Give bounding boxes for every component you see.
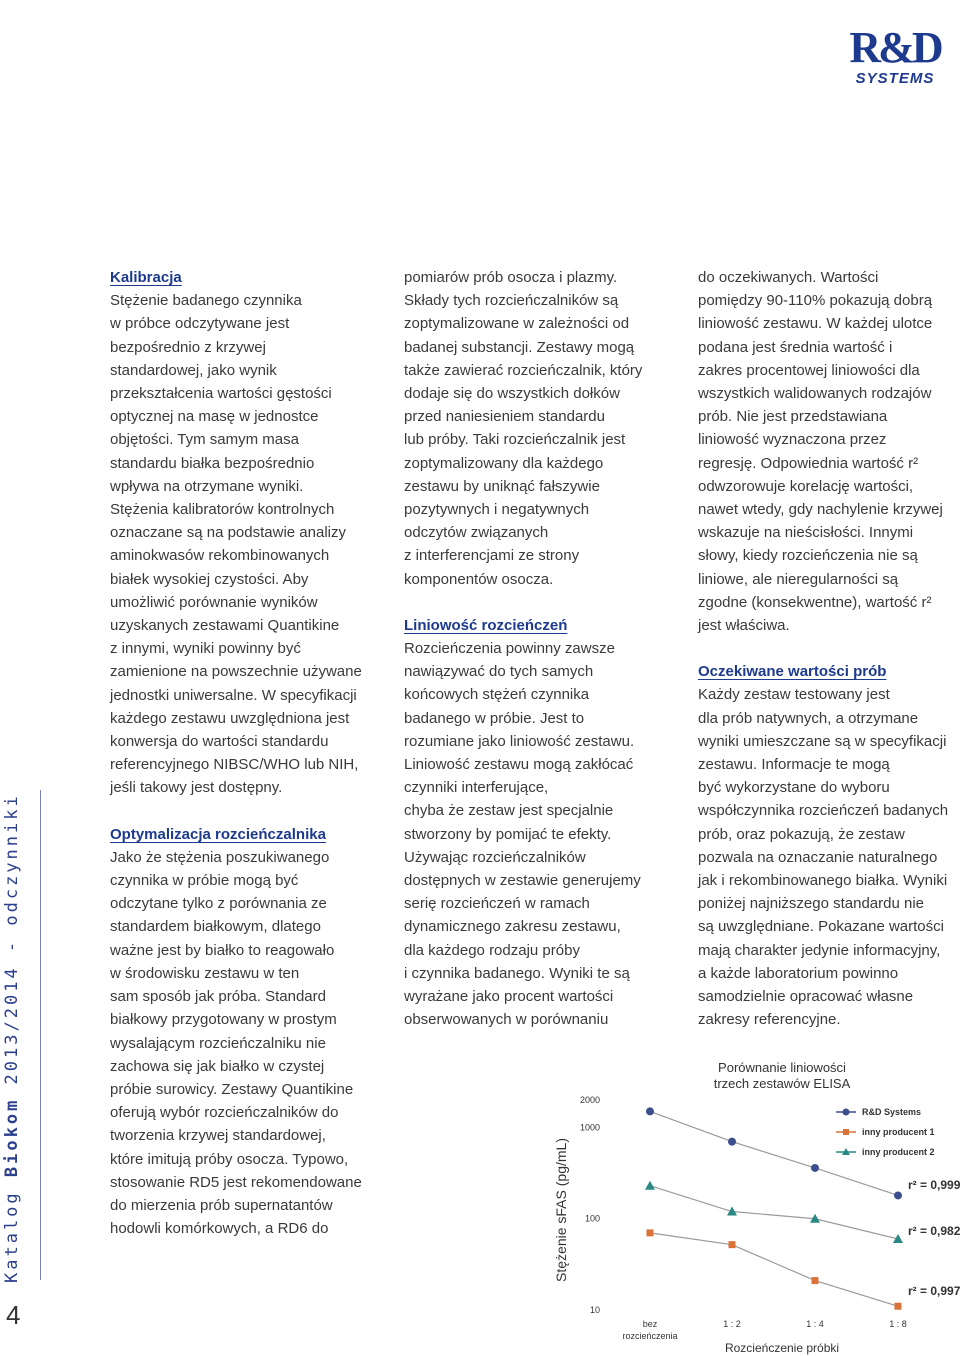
y-axis-label: Stężenie sFAS (pg/mL) <box>553 1138 569 1282</box>
text-line: białkowy przygotowany w prostym <box>110 1011 337 1029</box>
text-line: zoptymalizowane w zależności od <box>404 315 630 333</box>
legend-label: inny producent 1 <box>862 1127 935 1137</box>
paragraph-optymalizacja <box>110 846 386 1240</box>
text-line: prób, oraz pokazują, że zestaw <box>698 825 905 843</box>
text-line: przekształcenia wartości gęstości <box>110 385 332 403</box>
text-line: wyniki umieszczane są w specyfikacji <box>698 732 947 750</box>
text-line: serię rozcieńczeń w ramach <box>404 895 590 913</box>
legend-marker <box>843 1129 849 1135</box>
text-line: wysalającym rozcieńczalniku nie <box>110 1034 326 1052</box>
text-line: badanej substancji. Zestawy mogą <box>404 338 635 356</box>
x-axis-label: Rozcieńczenie próbki <box>724 1341 840 1355</box>
text-line: mają charakter jedynie informacyjny, <box>698 941 941 959</box>
chart-title-line: Porównanie liniowości <box>718 1060 846 1075</box>
data-point <box>729 1241 736 1248</box>
text-line: zgodne (konsekwentne), wartość r² <box>698 593 932 611</box>
data-point <box>812 1277 819 1284</box>
text-line: w próbce odczytywane jest <box>110 315 290 333</box>
text-line: zakres procentowej liniowości dla <box>698 361 920 379</box>
linearity-chart <box>540 1050 960 1356</box>
text-line: do oczekiwanych. Wartości <box>698 269 879 286</box>
y-tick-label: 100 <box>584 1213 600 1224</box>
heading-oczekiwane: Oczekiwane wartości prób <box>698 663 887 681</box>
text-line: zestawu by uniknąć fałszywie <box>404 477 600 495</box>
paragraph-oczekiwanych <box>698 266 960 637</box>
text-line: konwersja do wartości standardu <box>110 733 329 751</box>
chart-title-line: trzech zestawów ELISA <box>713 1076 851 1091</box>
r-squared-annotation: r² = 0,999 <box>908 1178 960 1192</box>
text-line: z interferencjami ze strony <box>404 547 580 565</box>
text-line: zamienione na powszechnie używane <box>110 663 362 681</box>
text-line: zoptymalizowany dla każdego <box>404 454 604 472</box>
text-line: i czynnika badanego. Wyniki te są <box>404 964 630 982</box>
text-line: słowy, kiedy rozcieńczenia nie są <box>698 547 918 565</box>
text-line: próbie surowicy. Zestawy Quantikine <box>110 1080 354 1098</box>
r-squared-annotation: r² = 0,982 <box>908 1224 960 1238</box>
series-line <box>650 1111 898 1195</box>
text-line: z innymi, wyniki powinny być <box>110 640 301 658</box>
text-line: końcowych stężeń czynnika <box>404 686 590 704</box>
rd-systems-logo <box>838 12 952 90</box>
column-1 <box>110 266 386 1240</box>
text-line: aminokwasów rekombinowanych <box>110 547 330 565</box>
logo-brand: R&D <box>849 23 941 72</box>
text-line: poniżej najniższego standardu nie <box>698 895 924 913</box>
text-line: odczytów związanych <box>404 524 549 542</box>
text-line: dostępnych w zestawie generujemy <box>404 872 641 890</box>
text-line: współczynnika rozcieńczeń badanych <box>698 802 949 820</box>
text-line: liniowość wyznaczona przez <box>698 431 887 449</box>
text-line: zakresy referencyjne. <box>698 1011 841 1029</box>
text-line: badanego w próbie. Jest to <box>404 709 585 727</box>
text-line: być wykorzystane do wyboru <box>698 779 890 797</box>
text-line: przed naniesieniem standardu <box>404 408 605 426</box>
y-tick-label: 2000 <box>579 1095 600 1105</box>
text-line: stosowanie RD5 jest rekomendowane <box>110 1173 362 1191</box>
heading-liniowosc: Liniowość rozcieńczeń <box>404 616 568 634</box>
text-line: odwzorowuje korelację wartości, <box>698 477 914 495</box>
text-line: czynnika w próbie mogą być <box>110 872 299 890</box>
text-line: pozytywnych i negatywnych <box>404 501 590 519</box>
text-line: tworzenia krzywej standardowej, <box>110 1127 326 1145</box>
data-point <box>645 1181 655 1190</box>
page-number: 4 <box>6 1300 21 1330</box>
data-point <box>894 1191 902 1199</box>
text-line: standardowej, jako wynik <box>110 361 277 379</box>
text-line: sam sposób jak próba. Standard <box>110 988 326 1006</box>
text-line: samodzielnie opracować własne <box>698 988 914 1006</box>
text-line: każdego zestawu uwzględniona jest <box>110 709 350 727</box>
data-point <box>647 1229 654 1236</box>
text-line: optycznej na masę w jednostce <box>110 408 319 426</box>
text-line: oferują wybór rozcieńczalników do <box>110 1104 339 1122</box>
text-line: referencyjnego NIBSC/WHO lub NIH, <box>110 756 359 774</box>
text-line: objętości. Tym samym masa <box>110 431 299 449</box>
data-point <box>728 1138 736 1146</box>
data-point <box>811 1164 819 1172</box>
text-line: jeśli takowy jest dostępny. <box>110 779 283 797</box>
text-line: dla prób natywnych, a otrzymane <box>698 709 919 727</box>
text-line: Używając rozcieńczalników <box>404 848 586 866</box>
text-line: komponentów osocza. <box>404 570 554 588</box>
text-line: dla każdego rodzaju próby <box>404 941 580 959</box>
text-line: standardu białka bezpośrednio <box>110 454 315 472</box>
text-line: liniowość zestawu. W każdej ulotce <box>698 315 933 333</box>
text-line: obserwowanych w porównaniu <box>404 1011 609 1029</box>
x-tick-label: bez <box>642 1319 658 1329</box>
text-line: są uwzględniane. Pokazane wartości <box>698 918 944 936</box>
text-line: odczytane tylko z porównania ze <box>110 895 327 913</box>
text-line: liniowe, ale nieregularności są <box>698 570 899 588</box>
text-line: nawiązywać do tych samych <box>404 663 594 681</box>
text-line: chyba że zestaw jest specjalnie <box>404 802 614 820</box>
text-line: prób. Nie jest przedstawiana <box>698 408 888 426</box>
text-line: w środowisku zestawu w ten <box>110 964 300 982</box>
logo-sub: SYSTEMS <box>855 70 935 87</box>
text-line: wyrażane jako procent wartości <box>404 988 614 1006</box>
text-line: wskazuje na nieścisłości. Innymi <box>698 524 914 542</box>
column-3 <box>698 266 960 1032</box>
legend-label: inny producent 2 <box>862 1147 935 1157</box>
paragraph-liniowosc <box>404 637 674 1031</box>
text-line: podana jest średnia wartość i <box>698 338 893 356</box>
x-tick-label: 1 : 8 <box>889 1319 907 1329</box>
catalog-side-title: Katalog Biokom 2013/2014 - odczynniki <box>2 793 22 1283</box>
legend-label: R&D Systems <box>862 1107 922 1117</box>
text-line: a każde laboratorium powinno <box>698 964 899 982</box>
heading-kalibracja: Kalibracja <box>110 269 182 286</box>
text-line: także zawierać rozcieńczalnik, który <box>404 361 643 379</box>
text-line: jak i rekombinowanego białka. Wyniki <box>698 872 948 890</box>
text-line: wpływa na otrzymane wyniki. <box>110 477 304 495</box>
text-line: dodaje się do wszystkich dołków <box>404 385 620 403</box>
text-line: Stężenia kalibratorów kontrolnych <box>110 501 335 519</box>
column-2 <box>404 266 674 1032</box>
text-line: Składy tych rozcieńczalników są <box>404 292 619 310</box>
r-squared-annotation: r² = 0,997 <box>908 1284 960 1298</box>
legend-marker <box>843 1109 850 1116</box>
text-line: standardem białkowym, dlatego <box>110 918 321 936</box>
y-tick-label: 10 <box>589 1305 600 1315</box>
paragraph-oczekiwane <box>698 683 960 1031</box>
text-line: do mierzenia prób supernatantów <box>110 1196 333 1214</box>
series-line <box>650 1233 898 1306</box>
text-line: rozumiane jako liniowość zestawu. <box>404 732 635 750</box>
text-line: białek wysokiej czystości. Aby <box>110 570 309 588</box>
text-line: jednostki uniwersalne. W specyfikacji <box>110 686 357 704</box>
text-line: zestawu. Informacje te mogą <box>698 756 890 774</box>
text-line: umożliwić porównanie wyników <box>110 593 318 611</box>
text-line: Stężenie badanego czynnika <box>110 292 302 310</box>
text-line: pomiędzy 90-110% pokazują dobrą <box>698 292 933 310</box>
text-line: wszystkich walidowanych rodzajów <box>698 385 932 403</box>
text-line: pozwala na oznaczanie naturalnego <box>698 848 938 866</box>
text-line: oznaczane są na podstawie analizy <box>110 524 346 542</box>
text-line: dynamicznego zakresu zestawu, <box>404 918 621 936</box>
x-tick-label: 1 : 4 <box>806 1319 824 1329</box>
text-line: hodowli komórkowych, a RD6 do <box>110 1220 329 1238</box>
data-point <box>646 1107 654 1115</box>
x-tick-label: rozcieńczenia <box>622 1331 678 1341</box>
text-line: nawet wtedy, gdy nachylenie krzywej <box>698 501 943 519</box>
data-point <box>895 1303 902 1310</box>
text-line: Liniowość zestawu mogą zakłócać <box>404 756 634 774</box>
text-line: bezpośrednio z krzywej <box>110 338 266 356</box>
text-line: regresję. Odpowiednia wartość r² <box>698 454 919 472</box>
text-line: jest właściwa. <box>698 617 790 635</box>
text-line: czynniki interferujące, <box>404 779 549 797</box>
y-tick-label: 1000 <box>579 1122 600 1133</box>
text-line: Jako że stężenia poszukiwanego <box>110 848 330 866</box>
text-line: zachowa się jak białko w czystej <box>110 1057 325 1075</box>
side-rule <box>40 790 41 1280</box>
text-line: Rozcieńczenia powinny zawsze <box>404 640 615 658</box>
text-line: lub próby. Taki rozcieńczalnik jest <box>404 431 626 449</box>
text-line: pomiarów prób osocza i plazmy. <box>404 269 618 286</box>
paragraph-kalibracja <box>110 289 386 799</box>
paragraph-osocza <box>404 266 674 591</box>
x-tick-label: 1 : 2 <box>723 1319 741 1329</box>
series-line <box>650 1186 898 1239</box>
text-line: Każdy zestaw testowany jest <box>698 686 890 704</box>
text-line: uzyskanych zestawami Quantikine <box>110 617 340 635</box>
text-line: ważne jest by białko to reagowało <box>110 941 335 959</box>
text-line: stworzony by pomijać te efekty. <box>404 825 612 843</box>
heading-optymalizacja: Optymalizacja rozcieńczalnika <box>110 825 326 843</box>
text-line: które imitują próby osocza. Typowo, <box>110 1150 349 1168</box>
